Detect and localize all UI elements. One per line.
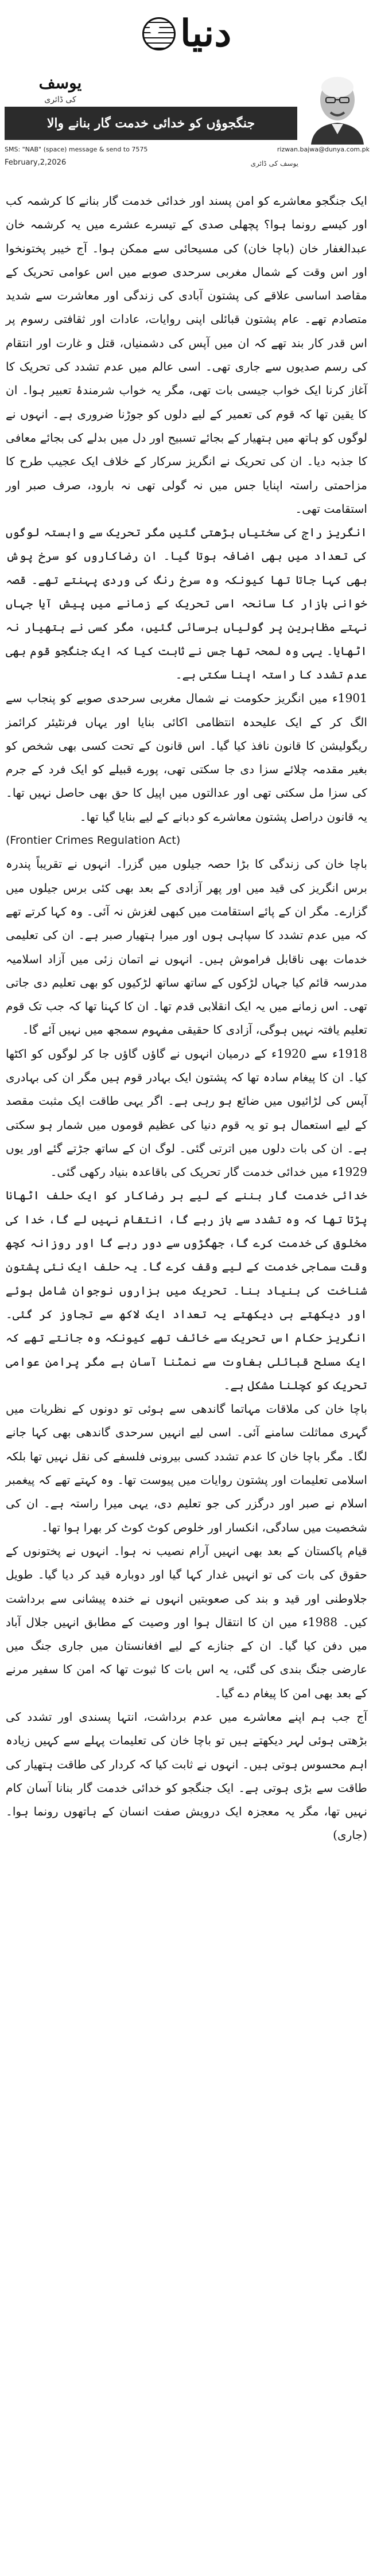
article-paragraph: 1918ء سے 1920ء کے درمیان انہوں نے گاؤں گاؤں جا کر لوگوں کو اکٹھا کیا۔ ان کا پیغام سادہ تھا کہ پشتون ایک بہادر قوم ہیں مگر ان کی بہادری آپس کی لڑائیوں میں ضائع ہو رہی ہے۔ اگر یہی طاقت ایک مثبت مقصد کے لیے استعمال ہو تو یہ قوم دنیا کی عظیم قوموں میں شمار ہو سکتی ہے۔ ان کی بات دلوں میں اترتی گئی۔ لوگ ان کے ساتھ جڑتے گئے اور یوں 1929ء میں خدائی خدمت گار تحریک کی باقاعدہ بنیاد رکھی گئی۔ [6, 1046, 367, 1179]
article-paragraph: انگریز راج کی سختیاں بڑھتی گئیں مگر تحریک سے وابستہ لوگوں کی تعداد میں بھی اضافہ ہوتا گیا۔ ان رضاکاروں کو سرخ پوش بھی کہا جاتا تھا کیونکہ وہ سرخ رنگ کی وردی پہنتے تھے۔ قصہ خوانی بازار کا سانحہ اسی تحریک کے زمانے میں پیش آیا جہاں نہتے مظاہرین پر گولیاں برسائی گئیں، مگر کسی نے ہتھیار نہ اٹھایا۔ یہی وہ لمحہ تھا جس نے ثابت کیا کہ ایک جنگجو قوم بھی عدم تشدد کا راستہ اپنا سکتی ہے۔ [6, 525, 367, 681]
masthead [0, 0, 373, 68]
author-portrait-icon [305, 70, 370, 145]
sms-info: SMS: "NAB" (space) message & send to 7575 [5, 146, 148, 153]
newspaper-logo [142, 12, 232, 55]
contact-line [5, 146, 370, 153]
logo-text: دنیا [180, 12, 232, 55]
article-paragraph: ایک جنگجو معاشرے کو امن پسند اور خدائی خدمت گار بنانے کا کرشمہ کب اور کیسے رونما ہوا؟ پچھلی صدی کے تیسرے عشرے میں یہ کرشمہ خان عبدالغفار خان (باچا خان) کی مسیحائی سے ممکن ہوا۔ آج خیبر پختونخوا اور اس وقت کے شمال مغربی سرحدی صوبے میں اس عوامی تحریک کے مقاصد اساسی علاقے کی پشتون آبادی کی زندگی اور معاشرت سے شدید متصادم تھے۔ عام پشتون قبائلی اپنی روایات، عادات اور ثقافتی رسوم پر اس قدر کار بند تھے کہ ان میں آپس کی دشمنیاں، قتل و غارت اور انتقام کی رسم صدیوں سے جاری تھی۔ اسی عالم میں عدم تشدد کی تحریک کا آغاز کرنا ایک خواب جیسی بات تھی، مگر یہ خواب شرمندۂ تعبیر ہوا۔ ان کا یقین تھا کہ قوم کی تعمیر کے لیے دلوں کو جوڑنا ضروری ہے۔ انہوں نے لوگوں کو ہاتھ میں ہتھیار کے بجائے تسبیح اور دل میں بدلے کی بجائے معافی کا جذبہ دیا۔ ان کی تحریک نے انگریز سرکار کے خلاف ایک عجیب طرح کا مزاحمتی راستہ اپنایا جس میں نہ گولی تھی نہ بارود، صرف صبر اور استقامت تھی۔ [6, 194, 367, 516]
article-paragraph: باچا خان کی ملاقات مہاتما گاندھی سے ہوئی تو دونوں کے نظریات میں گہری مماثلت سامنے آئی۔ اسی لیے انہیں سرحدی گاندھی بھی کہا جانے لگا۔ مگر باچا خان کا عدم تشدد کسی بیرونی فلسفے کی نقل نہیں تھا بلکہ اسلامی تعلیمات اور پشتون روایات میں پیوست تھا۔ وہ کہتے تھے کہ پیغمبر اسلام نے صبر اور درگزر کی جو تعلیم دی، یہی میرا راستہ ہے۔ ان کی شخصیت میں سادگی، انکسار اور خلوص کوٹ کوٹ کر بھرا ہوا تھا۔ [6, 1402, 367, 1534]
article-body [6, 189, 367, 1848]
byline: یوسف کی ڈائری [250, 159, 298, 167]
author-column-title: کی ڈائری [44, 95, 76, 104]
headline: جنگجوؤں کو خدائی خدمت گار بنانے والا [5, 107, 297, 140]
article-paragraph: باچا خان کی زندگی کا بڑا حصہ جیلوں میں گزرا۔ انہوں نے تقریباً پندرہ برس انگریز کی قید میں اور پھر آزادی کے بعد بھی کئی برس جیلوں میں گزارے۔ مگر ان کے پائے استقامت میں کبھی لغزش نہ آئی۔ وہ کہا کرتے تھے کہ میں عدم تشدد کا سپاہی ہوں اور میرا ہتھیار صبر ہے۔ ان کی تعلیمی خدمات بھی ناقابل فراموش ہیں۔ انہوں نے اتمان زئی میں آزاد اسلامیہ مدرسہ قائم کیا جہاں لڑکوں کے ساتھ ساتھ لڑکیوں کو بھی تعلیم دی جاتی تھی۔ اس زمانے میں یہ ایک انقلابی قدم تھا۔ ان کا کہنا تھا کہ جب تک قوم تعلیم یافتہ نہیں ہوگی، آزادی کا حقیقی مفہوم سمجھ میں نہیں آئے گا۔ [6, 857, 367, 1037]
article-paragraph: قیام پاکستان کے بعد بھی انہیں آرام نصیب نہ ہوا۔ انہوں نے پختونوں کے حقوق کی بات کی تو انہیں غدار کہا گیا اور دوبارہ قید کر دیا گیا۔ طویل جلاوطنی اور قید و بند کی صعوبتیں انہوں نے خندہ پیشانی سے برداشت کیں۔ 1988ء میں ان کا انتقال ہوا اور وصیت کے مطابق انہیں جلال آباد میں دفن کیا گیا۔ ان کے جنازے کے لیے افغانستان میں جاری جنگ میں عارضی جنگ بندی کی گئی، یہ اس بات کا ثبوت تھا کہ امن کا سفیر مرنے کے بعد بھی امن کا پیغام دے گیا۔ [6, 1544, 367, 1700]
article-paragraph-latin: (Frontier Crimes Regulation Act) [6, 834, 181, 847]
publish-date: February,2,2026 [5, 158, 67, 167]
email-address[interactable]: rizwan.bajwa@dunya.com.pk [277, 146, 370, 153]
author-name: یوسف [38, 73, 82, 92]
article-paragraph: خدائی خدمت گار بننے کے لیے ہر رضاکار کو ایک حلف اٹھانا پڑتا تھا کہ وہ تشدد سے باز رہے گا، انتقام نہیں لے گا، خدا کی مخلوق کی خدمت کرے گا، جھگڑوں سے دور رہے گا اور روزانہ کچھ وقت سماجی خدمت کے لیے وقف کرے گا۔ یہ حلف ایک نئی پشتون شناخت کی بنیاد بنا۔ تحریک میں ہزاروں نوجوان شامل ہوئے اور دیکھتے ہی دیکھتے یہ تعداد ایک لاکھ سے تجاوز کر گئی۔ انگریز حکام اس تحریک سے خائف تھے کیونکہ وہ جانتے تھے کہ ایک مسلح قبائلی بغاوت سے نمٹنا آسان ہے مگر پرامن عوامی تحریک کو کچلنا مشکل ہے۔ [6, 1188, 367, 1392]
column-header [0, 70, 373, 185]
article-paragraph: آج جب ہم اپنے معاشرے میں عدم برداشت، انتہا پسندی اور تشدد کی بڑھتی ہوئی لہر دیکھتے ہیں تو باچا خان کی تعلیمات پہلے سے کہیں زیادہ اہم محسوس ہوتی ہیں۔ انہوں نے ثابت کیا کہ کردار کی طاقت ہتھیار کی طاقت سے بڑی ہوتی ہے۔ ایک جنگجو کو خدائی خدمت گار بنانا آسان کام نہیں تھا، مگر یہ معجزہ ایک درویش صفت انسان کے ہاتھوں رونما ہوا۔ (جاری) [6, 1710, 367, 1842]
globe-icon [142, 17, 176, 50]
author-photo [305, 70, 370, 145]
article-paragraph: 1901ء میں انگریز حکومت نے شمال مغربی سرحدی صوبے کو پنجاب سے الگ کر کے ایک علیحدہ انتظامی اکائی بنایا اور یہاں فرنٹیئر کرائمز ریگولیشن کا قانون نافذ کیا گیا۔ اس قانون کے تحت کسی بھی شخص کو بغیر مقدمہ چلائے سزا دی جا سکتی تھی، پورے قبیلے کو ایک فرد کے جرم کی سزا مل سکتی تھی اور عدالتوں میں اپیل کا حق بھی حاصل نہیں تھا۔ یہ قانون دراصل پشتون معاشرے کو دبانے کے لیے بنایا گیا تھا۔ [6, 691, 367, 824]
